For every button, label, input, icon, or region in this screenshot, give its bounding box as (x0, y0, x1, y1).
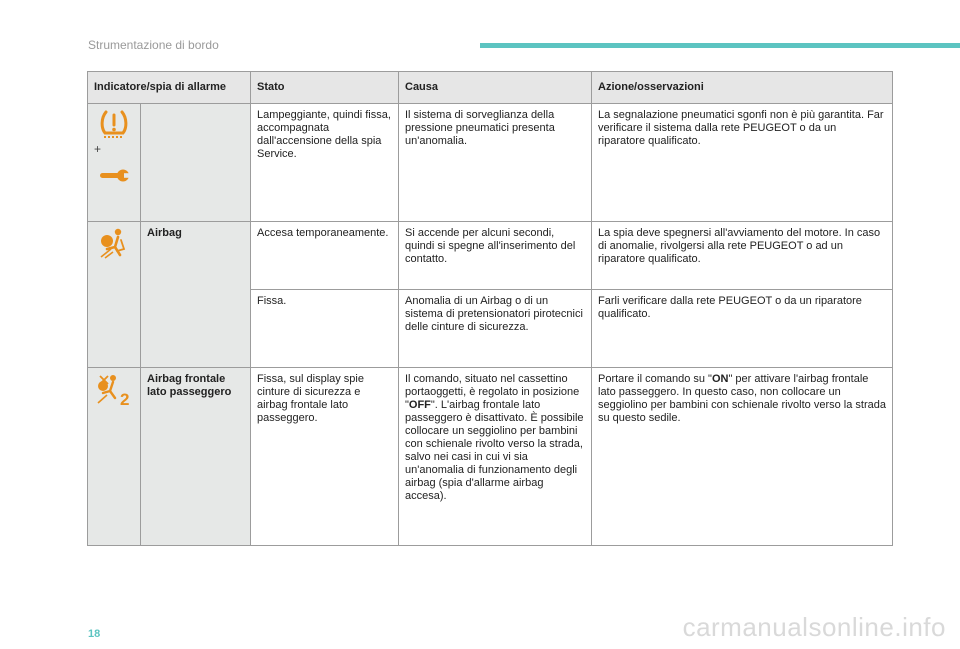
page-number: 18 (88, 628, 101, 640)
causa-text: Il comando, situato nel cassettino portaoggetti, è regolato in posizione " (405, 373, 580, 411)
airbag-icon (97, 227, 131, 261)
causa-text-continued: ". L'airbag frontale lato passeggero è disattivato. È possibile collocare un seggiolino per bambini con schienale rivolto verso la strada, salvo nei casi in cui vi sia un'anomalia di funzionamento degli airbag (spia d'allarme airbag accesa). (405, 399, 584, 502)
svg-text:2: 2 (120, 390, 130, 407)
indicator-icons-cell (88, 368, 141, 546)
col-header-causa: Causa (399, 72, 592, 104)
warning-lights-table (87, 71, 893, 546)
service-wrench-icon (98, 166, 130, 184)
icon-plus-separator: + (94, 142, 102, 156)
azione-cell: Farli verificare dalla rete PEUGEOT o da un riparatore qualificato. (592, 290, 893, 368)
stato-cell: Accesa temporaneamente. (251, 222, 399, 290)
tyre-pressure-icon (97, 109, 131, 139)
causa-cell: Si accende per alcuni secondi, quindi si spegne all'inserimento del contatto. (399, 222, 592, 290)
header-accent-bar (480, 43, 960, 48)
indicator-icons-cell (88, 222, 141, 368)
stato-cell: Fissa, sul display spie cinture di sicurezza e airbag frontale lato passeggero. (251, 368, 399, 546)
azione-cell: La spia deve spegnersi all'avviamento del motore. In caso di anomalie, rivolgersi alla rete PEUGEOT o ad un riparatore qualificato. (592, 222, 893, 290)
table-header-row (88, 72, 893, 104)
indicator-name: Airbag frontale lato passeggero (141, 368, 251, 546)
table-row (88, 368, 893, 546)
causa-cell: Il sistema di sorveglianza della pressione pneumatici presenta un'anomalia. (399, 104, 592, 222)
off-keyword: OFF (408, 399, 431, 411)
table-row (88, 104, 893, 222)
stato-cell: Fissa. (251, 290, 399, 368)
watermark: carmanualsonline.info (682, 612, 946, 642)
azione-cell (592, 368, 893, 546)
section-title: Strumentazione di bordo (88, 38, 219, 52)
table-row (88, 222, 893, 290)
col-header-stato: Stato (251, 72, 399, 104)
indicator-name: Airbag (141, 222, 251, 368)
on-keyword: ON (711, 373, 729, 385)
stato-cell: Lampeggiante, quindi fissa, accompagnata dall'accensione della spia Service. (251, 104, 399, 222)
azione-text-continued: " per attivare l'airbag frontale lato passeggero. In questo caso, non collocare un seggiolino per bambini con schienale rivolto verso la strada su questo sedile. (598, 373, 886, 424)
causa-cell: Anomalia di un Airbag o di un sistema di pretensionatori pirotecnici delle cinture di sicurezza. (399, 290, 592, 368)
indicator-name (141, 104, 251, 222)
passenger-airbag-off-icon (96, 373, 132, 407)
col-header-azione: Azione/osservazioni (592, 72, 893, 104)
indicator-icons-cell (88, 104, 141, 222)
azione-text: Portare il comando su " (598, 373, 712, 385)
col-header-indicator: Indicatore/spia di allarme (88, 72, 251, 104)
azione-cell: La segnalazione pneumatici sgonfi non è più garantita. Far verificare il sistema dalla rete PEUGEOT o da un riparatore qualificato. (592, 104, 893, 222)
causa-cell (399, 368, 592, 546)
